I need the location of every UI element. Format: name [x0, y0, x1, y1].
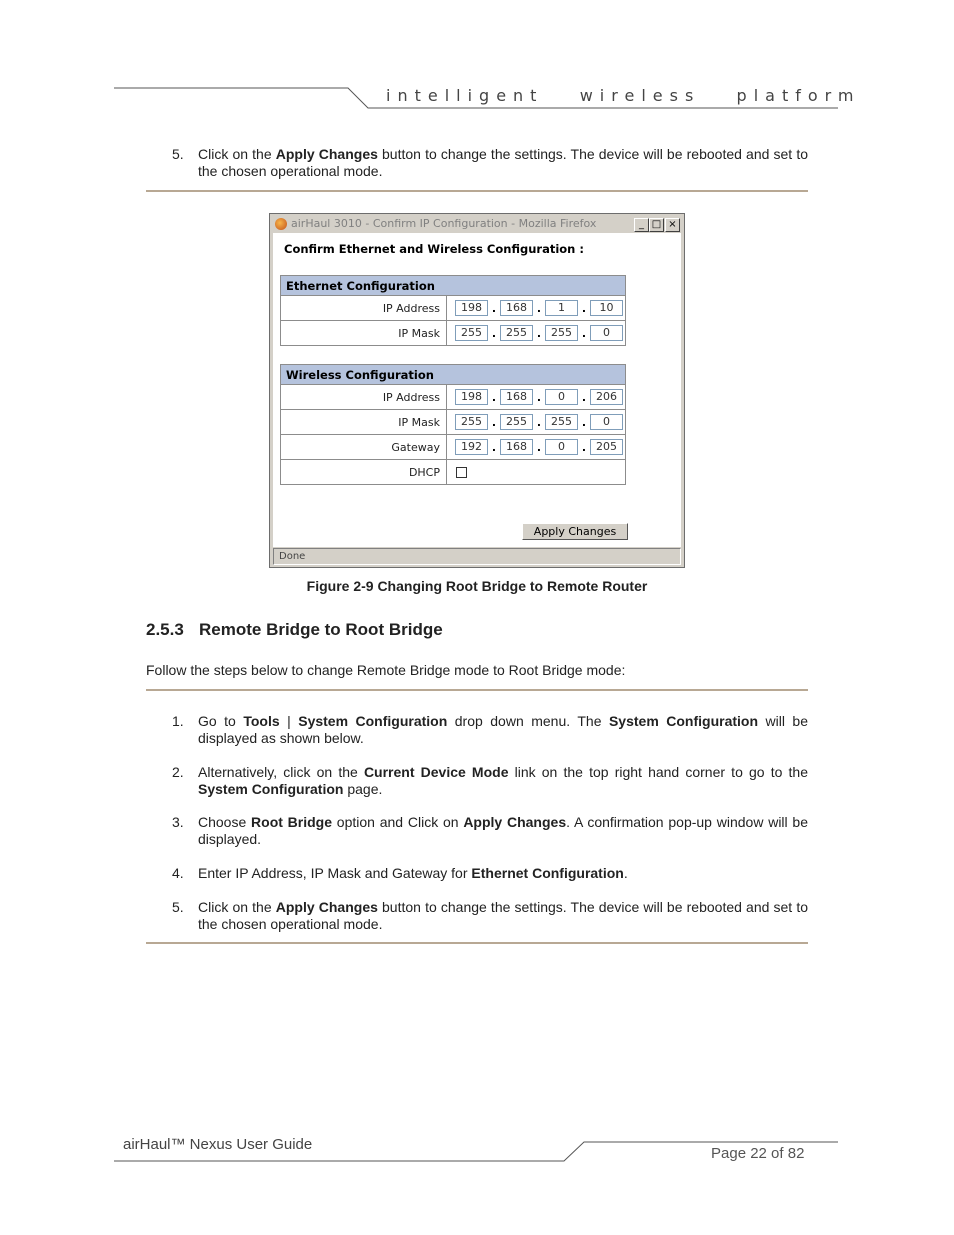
octet-input[interactable]: 198 [455, 389, 488, 405]
firefox-icon [275, 218, 287, 230]
table-row [281, 435, 626, 460]
step-item [172, 865, 808, 882]
dhcp-checkbox[interactable] [456, 467, 467, 478]
window-titlebar [272, 216, 681, 232]
table-row [281, 296, 626, 321]
divider [146, 942, 808, 944]
row-label: Gateway [281, 435, 447, 460]
table-row [281, 385, 626, 410]
intro-paragraph: Follow the steps below to change Remote Bridge mode to Root Bridge mode: [146, 662, 626, 678]
close-icon[interactable]: × [665, 218, 680, 232]
octet-input[interactable]: 255 [455, 414, 488, 430]
confirm-heading: Confirm Ethernet and Wireless Configuration : [284, 242, 584, 256]
wireless-ip-mask-field: 255 . 255 . 255 . 0 [447, 414, 625, 430]
step-number: 5. [172, 899, 184, 915]
table-row [281, 410, 626, 435]
octet-input[interactable]: 255 [455, 325, 488, 341]
step-text: Click on the Apply Changes button to change the settings. The device will be rebooted and set to the chosen operational mode. [198, 146, 808, 179]
footer-page-number: Page 22 of 82 [711, 1145, 805, 1162]
octet-input[interactable]: 255 [500, 414, 533, 430]
ethernet-config-table [280, 275, 626, 346]
octet-input[interactable]: 198 [455, 300, 488, 316]
octet-input[interactable]: 168 [500, 389, 533, 405]
status-text: Done [279, 551, 306, 562]
row-label: IP Address [281, 385, 447, 410]
step-number: 4. [172, 865, 184, 881]
wireless-gateway-field: 192 . 168 . 0 . 205 [447, 439, 625, 455]
step-text: Enter IP Address, IP Mask and Gateway for Ethernet Configuration. [198, 865, 628, 881]
octet-input[interactable]: 168 [500, 300, 533, 316]
window-title: airHaul 3010 - Confirm IP Configuration - Mozilla Firefox [291, 217, 597, 230]
octet-input[interactable]: 192 [455, 439, 488, 455]
footer-guide-title: airHaul™ Nexus User Guide [123, 1136, 313, 1153]
table-row [281, 321, 626, 346]
ethernet-ip-address-field: 198 . 168 . 1 . 10 [447, 300, 625, 316]
row-label: IP Mask [281, 321, 447, 346]
ethernet-config-header: Ethernet Configuration [281, 276, 626, 296]
section-title: Remote Bridge to Root Bridge [199, 620, 443, 639]
step-item [172, 764, 808, 798]
divider [146, 689, 808, 691]
wireless-config-header: Wireless Configuration [281, 365, 626, 385]
octet-input[interactable]: 205 [590, 439, 623, 455]
row-label: DHCP [281, 460, 447, 485]
section-number: 2.5.3 [146, 620, 184, 639]
section-heading [146, 620, 443, 640]
step-number: 2. [172, 764, 184, 780]
maximize-icon[interactable]: □ [649, 218, 664, 232]
table-row [281, 460, 626, 485]
ethernet-ip-mask-field: 255 . 255 . 255 . 0 [447, 325, 625, 341]
step-number: 3. [172, 814, 184, 830]
step-item [172, 713, 808, 747]
octet-input[interactable]: 1 [545, 300, 578, 316]
wireless-ip-address-field: 198 . 168 . 0 . 206 [447, 389, 625, 405]
browser-window-screenshot [269, 213, 685, 568]
row-label: IP Mask [281, 410, 447, 435]
octet-input[interactable]: 206 [590, 389, 623, 405]
step-item [172, 814, 808, 848]
step-text: Alternatively, click on the Current Device Mode link on the top right hand corner to go to the System Configuration page. [198, 764, 808, 797]
step-item [172, 899, 808, 933]
octet-input[interactable]: 255 [545, 414, 578, 430]
step-text: Click on the Apply Changes button to change the settings. The device will be rebooted and set to the chosen operational mode. [198, 899, 808, 932]
header-tagline: intelligent wireless platform [386, 86, 861, 105]
octet-input[interactable]: 0 [590, 414, 623, 430]
octet-input[interactable]: 168 [500, 439, 533, 455]
step-item-top [172, 146, 808, 180]
step-text: Go to Tools | System Configuration drop down menu. The System Configuration will be displayed as shown below. [198, 713, 808, 746]
row-label: IP Address [281, 296, 447, 321]
step-number: 1. [172, 713, 184, 729]
apply-changes-button[interactable]: Apply Changes [522, 523, 628, 540]
octet-input[interactable]: 0 [545, 389, 578, 405]
divider [146, 190, 808, 192]
step-text: Choose Root Bridge option and Click on Apply Changes. A confirmation pop-up window will be displayed. [198, 814, 808, 847]
status-bar [273, 548, 681, 565]
step-number: 5. [172, 146, 184, 162]
wireless-config-table [280, 364, 626, 485]
octet-input[interactable]: 255 [500, 325, 533, 341]
octet-input[interactable]: 10 [590, 300, 623, 316]
octet-input[interactable]: 0 [545, 439, 578, 455]
figure-caption: Figure 2-9 Changing Root Bridge to Remote Router [306, 578, 648, 594]
window-content [273, 233, 681, 547]
octet-input[interactable]: 0 [590, 325, 623, 341]
octet-input[interactable]: 255 [545, 325, 578, 341]
minimize-icon[interactable]: _ [634, 218, 649, 232]
